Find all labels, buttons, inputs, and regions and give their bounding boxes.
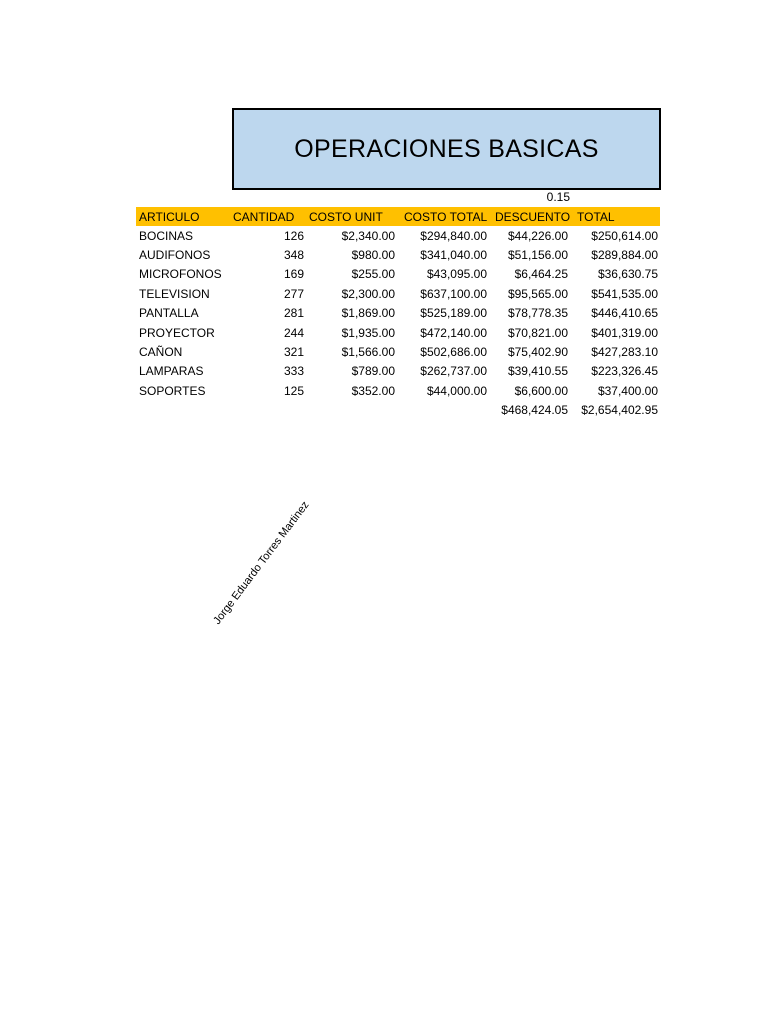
cell-costo-total: $502,686.00 (420, 345, 487, 360)
cell-cantidad: 321 (283, 345, 304, 360)
cell-total: $223,326.45 (591, 364, 658, 379)
table-row (136, 304, 660, 323)
total-descuento: $468,424.05 (501, 403, 568, 418)
cell-articulo: TELEVISION (139, 286, 210, 301)
cell-articulo: CAÑON (139, 345, 183, 360)
cell-costo-unit: $2,300.00 (341, 286, 395, 301)
cell-costo-total: $262,737.00 (420, 364, 487, 379)
header-descuento: DESCUENTO (495, 209, 571, 224)
table-row (136, 362, 660, 381)
cell-costo-total: $341,040.00 (420, 248, 487, 263)
table-row (136, 284, 660, 303)
cell-total: $36,630.75 (597, 267, 658, 282)
cell-descuento: $95,565.00 (507, 286, 568, 301)
table-row (136, 342, 660, 361)
cell-costo-unit: $1,869.00 (341, 306, 395, 321)
table-row (136, 265, 660, 284)
cell-total: $289,884.00 (591, 248, 658, 263)
cell-cantidad: 244 (283, 325, 304, 340)
cell-cantidad: 126 (283, 228, 304, 243)
cell-costo-total: $525,189.00 (420, 306, 487, 321)
cell-articulo: SOPORTES (139, 383, 206, 398)
table-header-row (136, 207, 660, 226)
cell-costo-total: $294,840.00 (420, 228, 487, 243)
page-title: OPERACIONES BASICAS (294, 134, 599, 163)
cell-costo-total: $637,100.00 (420, 286, 487, 301)
cell-articulo: BOCINAS (139, 228, 194, 243)
cell-costo-total: $472,140.00 (420, 325, 487, 340)
cell-costo-unit: $980.00 (351, 248, 395, 263)
cell-costo-total: $43,095.00 (426, 267, 487, 282)
cell-cantidad: 348 (283, 248, 304, 263)
title-box (232, 108, 661, 190)
cell-total: $446,410.65 (591, 306, 658, 321)
header-articulo: ARTICULO (139, 209, 200, 224)
cell-cantidad: 125 (283, 383, 304, 398)
cell-articulo: AUDIFONOS (139, 248, 211, 263)
table-row (136, 226, 660, 245)
cell-cantidad: 333 (283, 364, 304, 379)
totals-row (136, 401, 660, 420)
cell-total: $250,614.00 (591, 228, 658, 243)
grand-total: $2,654,402.95 (581, 403, 658, 418)
cell-descuento: $78,778.35 (507, 306, 568, 321)
cell-descuento: $75,402.90 (507, 345, 568, 360)
signature-text: Jorge Eduardo Torres Martinez (211, 499, 312, 627)
cell-descuento: $6,600.00 (514, 383, 568, 398)
cell-total: $401,319.00 (591, 325, 658, 340)
data-table (136, 207, 660, 420)
cell-cantidad: 281 (283, 306, 304, 321)
cell-articulo: PROYECTOR (139, 325, 215, 340)
cell-articulo: MICROFONOS (139, 267, 222, 282)
table-row (136, 245, 660, 264)
cell-costo-unit: $352.00 (351, 383, 395, 398)
header-costo-total: COSTO TOTAL (404, 209, 488, 224)
cell-articulo: LAMPARAS (139, 364, 204, 379)
cell-descuento: $44,226.00 (507, 228, 568, 243)
cell-costo-unit: $255.00 (351, 267, 395, 282)
cell-descuento: $70,821.00 (507, 325, 568, 340)
cell-descuento: $51,156.00 (507, 248, 568, 263)
cell-costo-unit: $789.00 (351, 364, 395, 379)
cell-articulo: PANTALLA (139, 306, 199, 321)
cell-descuento: $39,410.55 (507, 364, 568, 379)
cell-descuento: $6,464.25 (514, 267, 568, 282)
header-costo-unit: COSTO UNIT (309, 209, 383, 224)
cell-costo-unit: $2,340.00 (341, 228, 395, 243)
header-cantidad: CANTIDAD (233, 209, 295, 224)
cell-costo-unit: $1,935.00 (341, 325, 395, 340)
table-row (136, 323, 660, 342)
cell-costo-total: $44,000.00 (426, 383, 487, 398)
cell-total: $37,400.00 (597, 383, 658, 398)
cell-cantidad: 169 (283, 267, 304, 282)
cell-costo-unit: $1,566.00 (341, 345, 395, 360)
discount-rate: 0.15 (546, 190, 570, 204)
cell-total: $541,535.00 (591, 286, 658, 301)
header-total: TOTAL (577, 209, 615, 224)
cell-total: $427,283.10 (591, 345, 658, 360)
cell-cantidad: 277 (283, 286, 304, 301)
table-row (136, 381, 660, 400)
